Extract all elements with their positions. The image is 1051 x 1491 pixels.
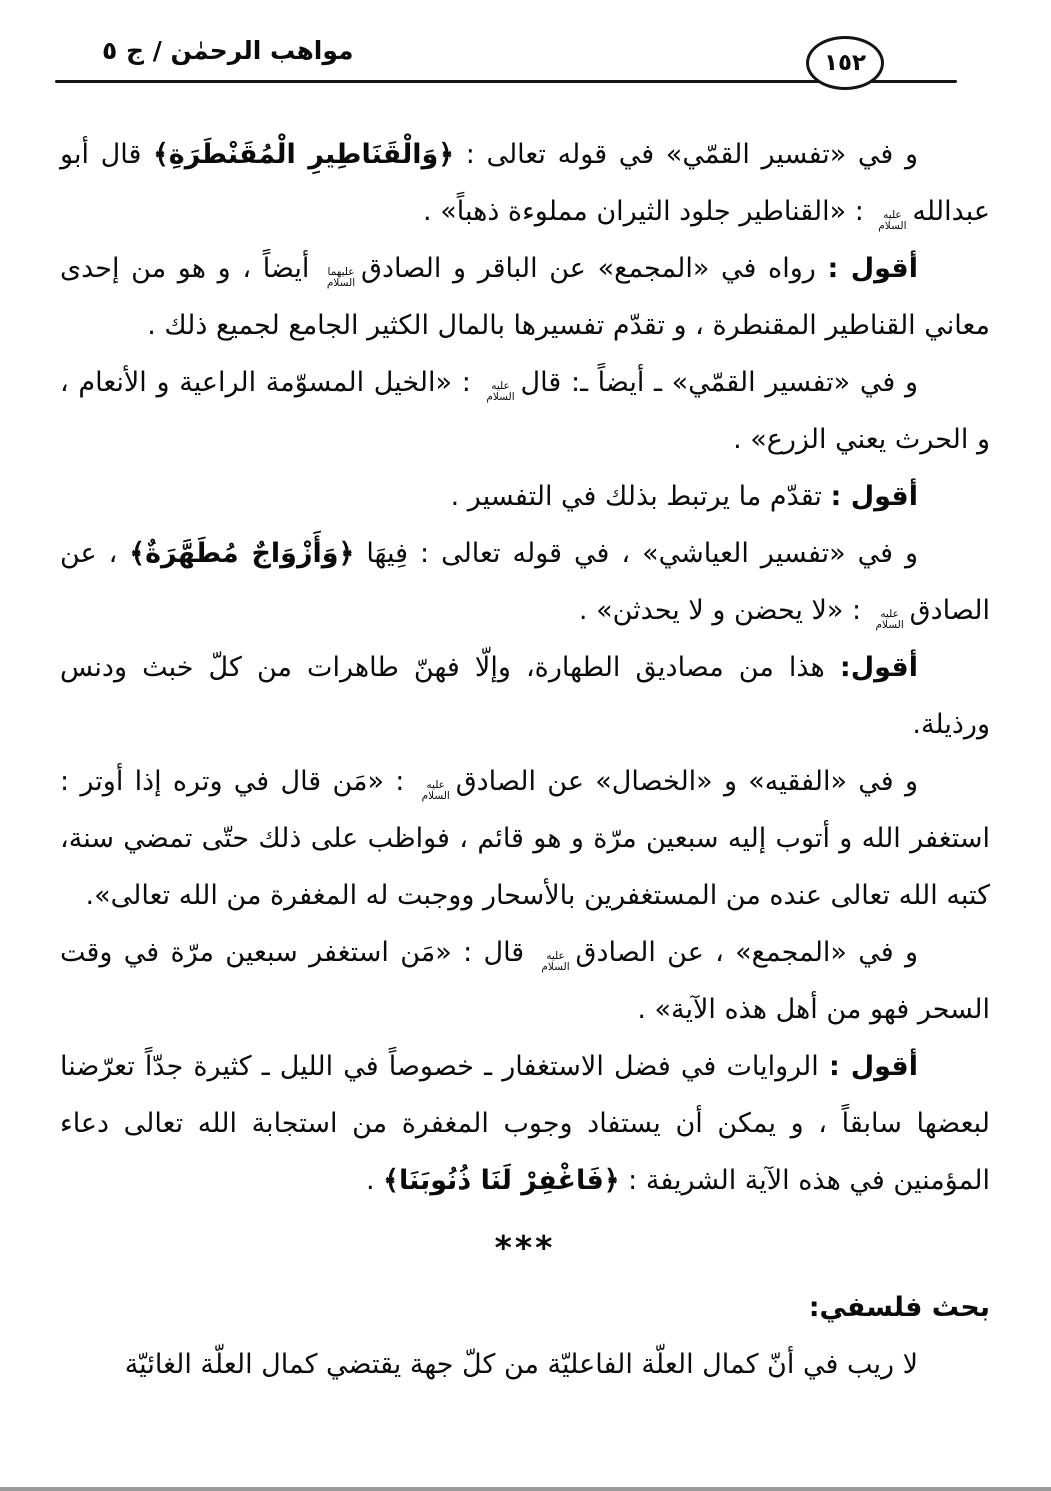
body-text: و في «تفسير العياشي» ، في قوله تعالى : فِيهَا [354, 538, 918, 569]
paragraph [60, 924, 990, 1038]
body-text: تقدّم ما يرتبط بذلك في التفسير . [450, 481, 831, 512]
body-text: رواه في «المجمع» عن الباقر و الصادق [361, 253, 828, 284]
paragraph [60, 1336, 990, 1393]
body-text: : «الخيل المسوّمة الراعية و الأنعام ، و الحرث يعني الزرع» . [60, 367, 990, 455]
paragraph [60, 240, 990, 354]
paragraph [60, 753, 990, 924]
body-text: و في «تفسير القمّي» ـ أيضاً ـ: قال [520, 367, 918, 398]
body-text: ، عن الصادق [60, 538, 990, 626]
paragraph [60, 126, 990, 240]
body-text: قال أبو عبدالله [60, 139, 990, 227]
honorific-mark: عليه السلام [541, 949, 570, 973]
page-number: ١٥٢ [823, 50, 867, 76]
body-text: : «القناطير جلود الثيران مملوءة ذهباً» . [423, 196, 873, 227]
scan-edge [0, 1487, 1051, 1491]
quran-quote: ﴿وَأَزْوَاجٌ مُطَهَّرَةٌ﴾ [129, 538, 355, 569]
paragraph [60, 468, 990, 525]
emphasis-text: أقول: [839, 652, 918, 683]
body-text: . [365, 1165, 384, 1196]
honorific-mark: عليه السلام [486, 379, 515, 403]
honorific-mark: عليهما السلام [326, 265, 356, 289]
body-text: : «لا يحضن و لا يحدثن» . [578, 595, 870, 626]
page-body [60, 126, 990, 1393]
body-text: أيضاً ، و هو من إحدى معاني القناطير المقنطرة ، و تقدّم تفسيرها بالمال الكثير الجامع لجميع ذلك . [60, 253, 990, 341]
honorific-mark: عليه السلام [875, 607, 904, 631]
honorific-mark: عليه السلام [878, 208, 907, 232]
body-text: : «مَن قال في وتره إذا أوتر : استغفر الله و أتوب إليه سبعين مرّة و هو قائم ، فواظب على ذلك حتّى تمضي سنة، كتبه الله تعالى عنده من المستغفرين بالأسحار ووجبت له المغفرة من الله تعالى». [60, 766, 990, 911]
paragraph [60, 354, 990, 468]
body-text: قال : «مَن استغفر سبعين مرّة في وقت السحر فهو من أهل هذه الآية» . [60, 937, 990, 1025]
honorific-mark: عليه السلام [421, 778, 450, 802]
page-number-badge [806, 36, 884, 90]
quran-quote: ﴿فَاغْفِرْ لَنَا ذُنُوبَنَا﴾ [383, 1165, 620, 1196]
quran-quote: ﴿وَالْقَنَاطِيرِ الْمُقَنْطَرَةِ﴾ [152, 139, 455, 170]
body-text: الروايات في فضل الاستغفار ـ خصوصاً في الليل ـ كثيرة جدّاً تعرّضنا لبعضها سابقاً ، و يمكن أن يستفاد وجوب المغفرة من استجابة الله تعالى دعاء المؤمنين في هذه الآية الشريفة : [60, 1051, 990, 1196]
section-heading: بحث فلسفي: [808, 1292, 990, 1323]
section-separator-stars: *** [494, 1228, 556, 1267]
paragraph [60, 639, 990, 753]
body-text: و في «تفسير القمّي» في قوله تعالى : [454, 139, 918, 170]
book-title: مواهب الرحمٰن / ج ٥ [102, 36, 354, 65]
paragraph [60, 1038, 990, 1209]
emphasis-text: أقول : [828, 1051, 918, 1082]
body-text: و في «الفقيه» و «الخصال» عن الصادق [455, 766, 918, 797]
emphasis-text: أقول : [827, 253, 918, 284]
emphasis-text: أقول : [830, 481, 918, 512]
body-text: و في «المجمع» ، عن الصادق [575, 937, 918, 968]
body-text: هذا من مصاديق الطهارة، وإلّا فهنّ طاهرات من كلّ خبث ودنس ورذيلة. [60, 652, 990, 740]
body-text: لا ريب في أنّ كمال العلّة الفاعليّة من كلّ جهة يقتضي كمال العلّة الغائيّة [124, 1349, 918, 1380]
paragraph [60, 525, 990, 639]
